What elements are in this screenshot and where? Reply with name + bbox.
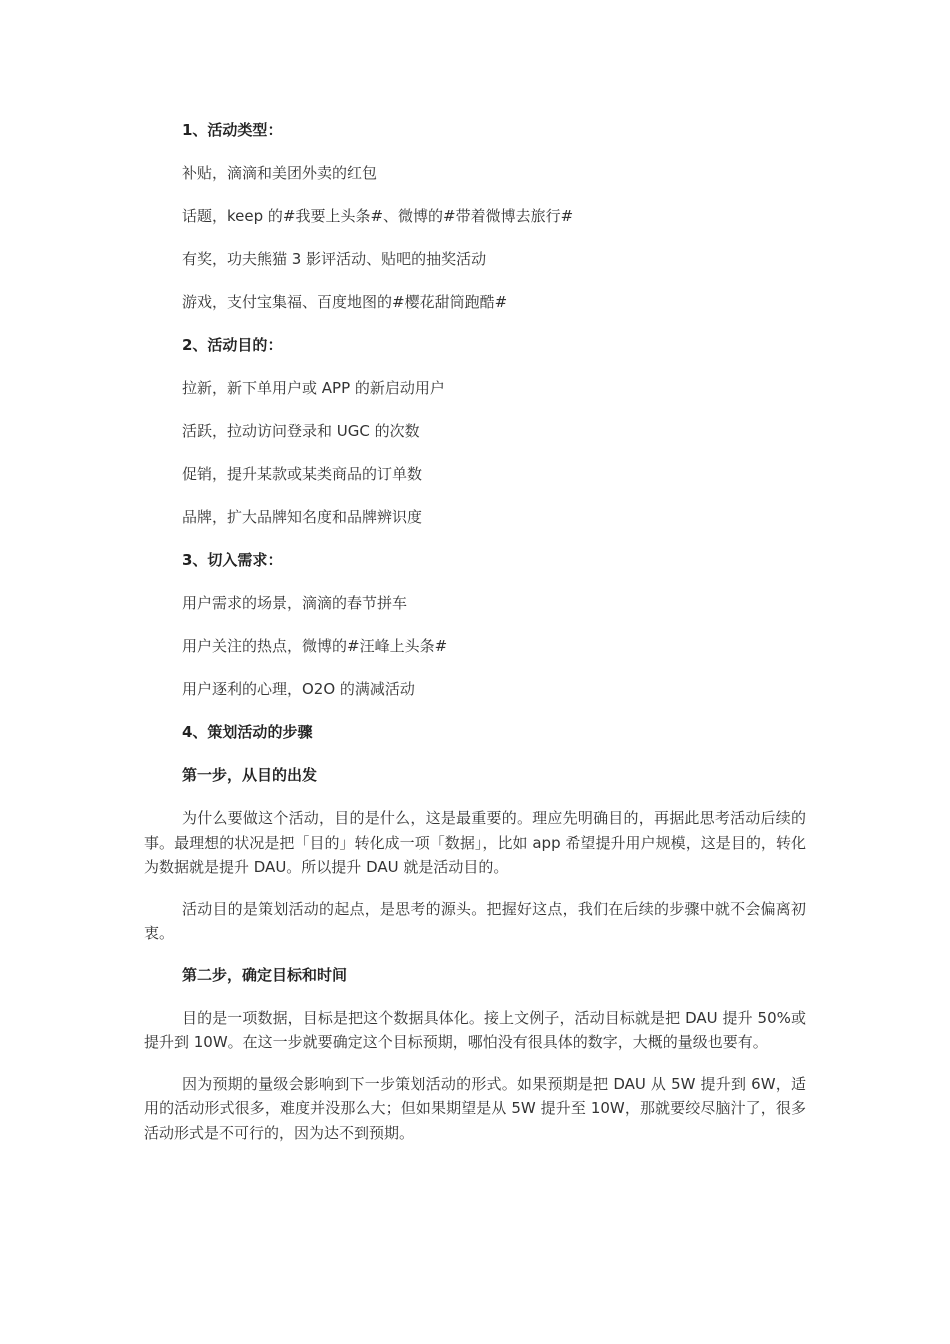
step-title-1: 第一步，从目的出发 <box>182 766 318 784</box>
list-item: 品牌，扩大品牌知名度和品牌辨识度 <box>182 508 423 526</box>
list-item: 话题，keep 的#我要上头条#、微博的#带着微博去旅行# <box>182 207 574 225</box>
step-title-2: 第二步，确定目标和时间 <box>182 965 348 984</box>
list-item: 促销，提升某款或某类商品的订单数 <box>182 465 423 483</box>
list-item: 活跃，拉动访问登录和 UGC 的次数 <box>182 422 420 440</box>
section-heading-planning-steps: 4、策划活动的步骤 <box>182 723 313 741</box>
paragraph: 因为预期的量级会影响到下一步策划活动的形式。如果预期是把 DAU 从 5W 提升到 6W，适用的活动形式很多，难度并没那么大；但如果期望是从 5W 提升至 10W，那就要绞尽脑汁了，很多活动形式是不可行的，因为达不到预期。 <box>144 1074 806 1142</box>
section-heading-demand-entry: 3、切入需求： <box>182 551 283 569</box>
list-item: 拉新，新下单用户或 APP 的新启动用户 <box>182 379 445 397</box>
list-item: 有奖，功夫熊猫 3 影评活动、贴吧的抽奖活动 <box>182 250 487 268</box>
document-body <box>144 118 806 1162</box>
paragraph: 活动目的是策划活动的起点，是思考的源头。把握好这点，我们在后续的步骤中就不会偏离初衷。 <box>144 899 806 942</box>
section-heading-activity-purpose: 2、活动目的： <box>182 336 283 354</box>
list-item: 补贴，滴滴和美团外卖的红包 <box>182 164 378 182</box>
list-item: 游戏，支付宝集福、百度地图的#樱花甜筒跑酷# <box>182 293 508 311</box>
list-item: 用户需求的场景，滴滴的春节拼车 <box>182 594 408 612</box>
paragraph: 为什么要做这个活动，目的是什么，这是最重要的。理应先明确目的，再据此思考活动后续的事。最理想的状况是把「目的」转化成一项「数据」，比如 app 希望提升用户规模，这是目的，转化为数据就是提升 DAU。所以提升 DAU 就是活动目的。 <box>144 809 806 876</box>
section-heading-activity-types: 1、活动类型： <box>182 121 283 139</box>
paragraph: 目的是一项数据，目标是把这个数据具体化。接上文例子，活动目标就是把 DAU 提升 50%或提升到 10W。在这一步就要确定这个目标预期，哪怕没有很具体的数字，大概的量级也要有。 <box>144 1008 806 1051</box>
list-item: 用户逐利的心理，O2O 的满减活动 <box>182 680 415 698</box>
list-item: 用户关注的热点，微博的#汪峰上头条# <box>182 637 448 655</box>
